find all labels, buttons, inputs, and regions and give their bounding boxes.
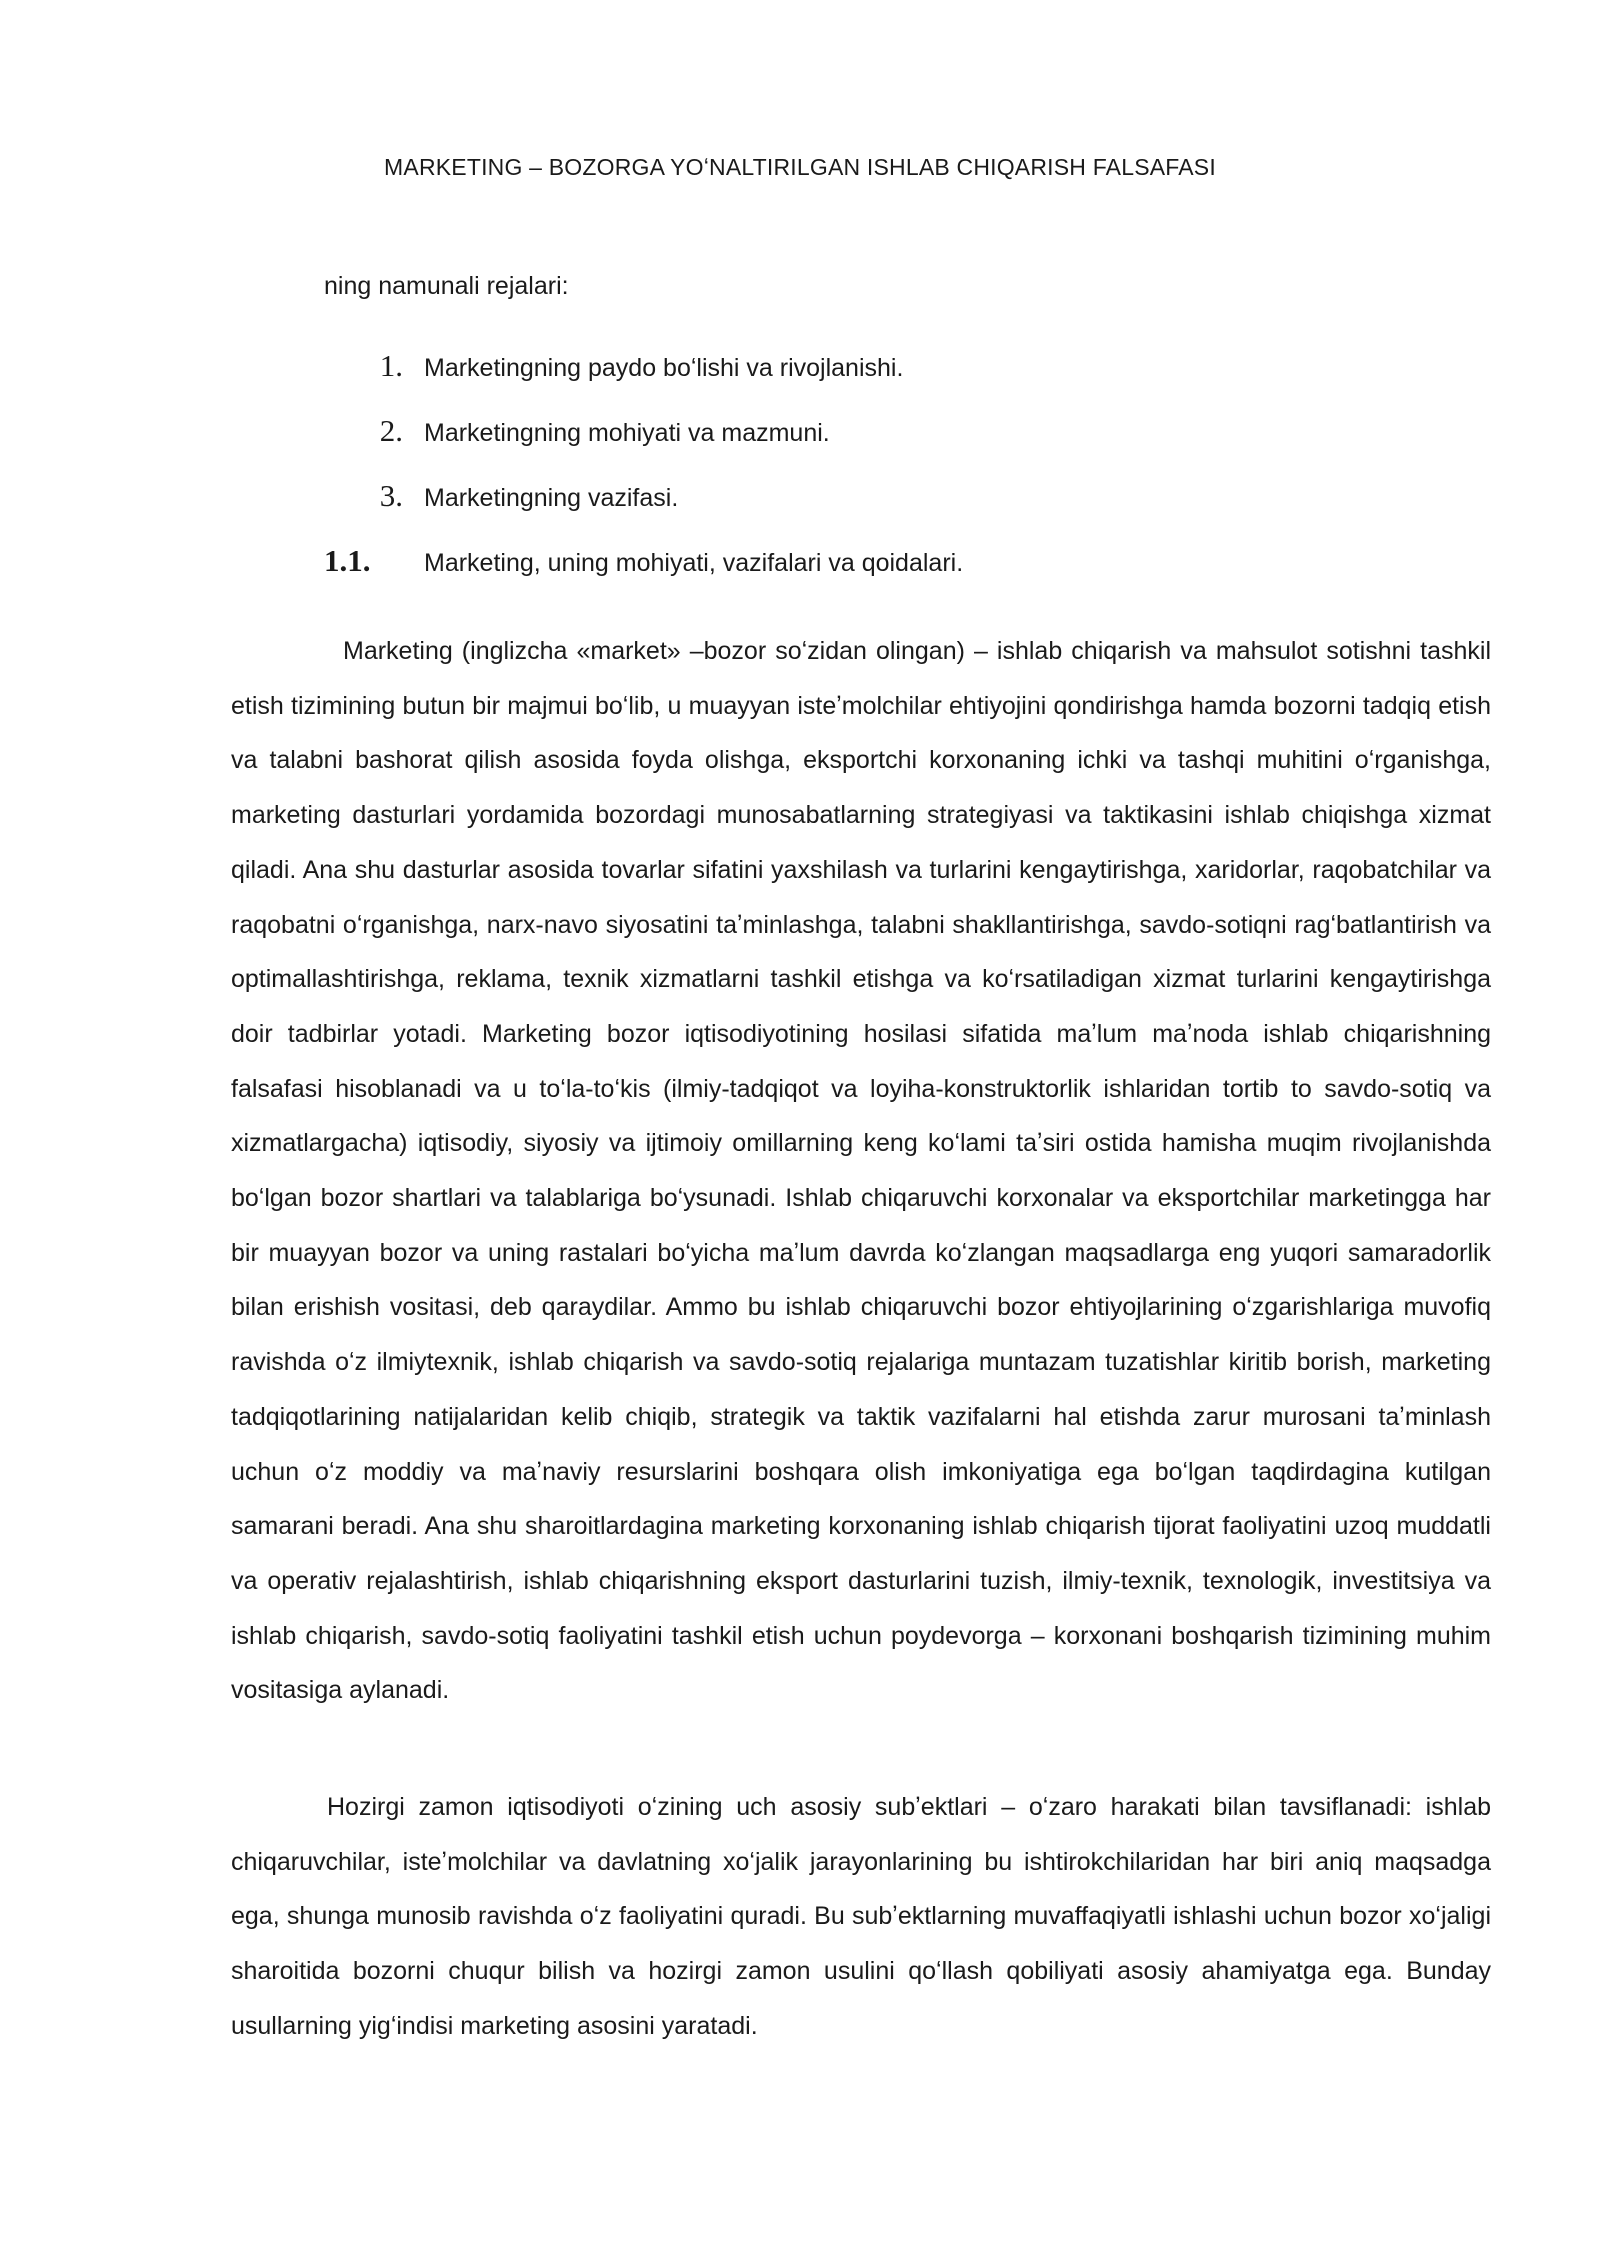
list-item xyxy=(324,413,1424,478)
list-item-text: Marketingning vazifasi. xyxy=(424,484,679,512)
plan-intro: ning namunali rejalari: xyxy=(324,272,569,300)
list-item-number: 3. xyxy=(379,478,403,513)
plan-list xyxy=(324,348,1424,608)
list-item-text: Marketingning mohiyati va mazmuni. xyxy=(424,419,830,447)
list-item xyxy=(324,348,1424,413)
list-item-number: 2. xyxy=(379,413,403,448)
list-item xyxy=(324,478,1424,543)
document-title: MARKETING – BOZORGA YOʻNALTIRILGAN ISHLAB CHIQARISH FALSAFASI xyxy=(384,154,1216,180)
section-number: 1.1. xyxy=(324,543,371,578)
list-item-text: Marketingning paydo boʻlishi va rivojlanishi. xyxy=(424,354,904,382)
body-paragraph: Hozirgi zamon iqtisodiyoti oʻzining uch asosiy subʼektlari – oʻzaro harakati bilan tavsiflanadi: ishlab chiqaruvchilar, isteʼmolchilar va davlatning xoʻjalik jarayonlarining bu ishtirokchilaridan har biri aniq maqsadga ega, shunga munosib ravishda oʻz faoliyatini quradi. Bu subʼektlarning muvaffaqiyatli ishlashi uchun bozor xoʻjaligi sharoitida bozorni chuqur bilish va hozirgi zamon usulini qoʻllash qobiliyati asosiy ahamiyatga ega. Bunday usullarning yigʻindisi marketing asosini yaratadi. xyxy=(231,1793,1491,2040)
section-title: Marketing, uning mohiyati, vazifalari va qoidalari. xyxy=(424,549,964,577)
body-paragraph: Marketing (inglizcha «market» –bozor soʻzidan olingan) – ishlab chiqarish va mahsulot sotishni tashkil etish tizimining butun bir majmui boʻlib, u muayyan isteʼmolchilar ehtiyojini qondirishga hamda bozorni tadqiq etish va talabni bashorat qilish asosida foyda olishga, eksportchi korxonaning ichki va tashqi muhitini oʻrganishga, marketing dasturlari yordamida bozordagi munosabatlarning strategiyasi va taktikasini ishlab chiqishga xizmat qiladi. Ana shu dasturlar asosida tovarlar sifatini yaxshilash va turlarini kengaytirishga, xaridorlar, raqobatchilar va raqobatni oʻrganishga, narx-navo siyosatini taʼminlashga, talabni shakllantirishga, savdo-sotiqni ragʻbatlantirish va optimallashtirishga, reklama, texnik xizmatlarni tashkil etishga va koʻrsatiladigan xizmat turlarini kengaytirishga doir tadbirlar yotadi. Marketing bozor iqtisodiyotining hosilasi sifatida maʼlum maʼnoda ishlab chiqarishning falsafasi hisoblanadi va u toʻla-toʻkis (ilmiy-tadqiqot va loyiha-konstruktorlik ishlaridan tortib to savdo-sotiq va xizmatlargacha) iqtisodiy, siyosiy va ijtimoiy omillarning keng koʻlami taʼsiri ostida hamisha muqim rivojlanishda boʻlgan bozor shartlari va talablariga boʻysunadi. Ishlab chiqaruvchi korxonalar va eksportchilar marketingga har bir muayyan bozor va uning rastalari boʻyicha maʼlum davrda koʻzlangan maqsadlarga eng yuqori samaradorlik bilan erishish vositasi, deb qaraydilar. Ammo bu ishlab chiqaruvchi bozor ehtiyojlarining oʻzgarishlariga muvofiq ravishda oʻz ilmiytexnik, ishlab chiqarish va savdo-sotiq rejalariga muntazam tuzatishlar kiritib borish, marketing tadqiqotlarining natijalaridan kelib chiqib, strategik va taktik vazifalarni hal etishda zarur murosani taʼminlash uchun oʻz moddiy va maʼnaviy resurslarini boshqara olish imkoniyatiga ega boʻlgan taqdirdagina kutilgan samarani beradi. Ana shu sharoitlardagina marketing korxonaning ishlab chiqarish tijorat faoliyatini uzoq muddatli va operativ rejalashtirish, ishlab chiqarishning eksport dasturlarini tuzish, ilmiy-texnik, texnologik, investitsiya va ishlab chiqarish, savdo-sotiq faoliyatini tashkil etish uchun poydevorga – korxonani boshqarish tizimining muhim vositasiga aylanadi. xyxy=(231,637,1491,1705)
list-item-number: 1. xyxy=(379,348,403,383)
section-heading xyxy=(324,543,1424,608)
